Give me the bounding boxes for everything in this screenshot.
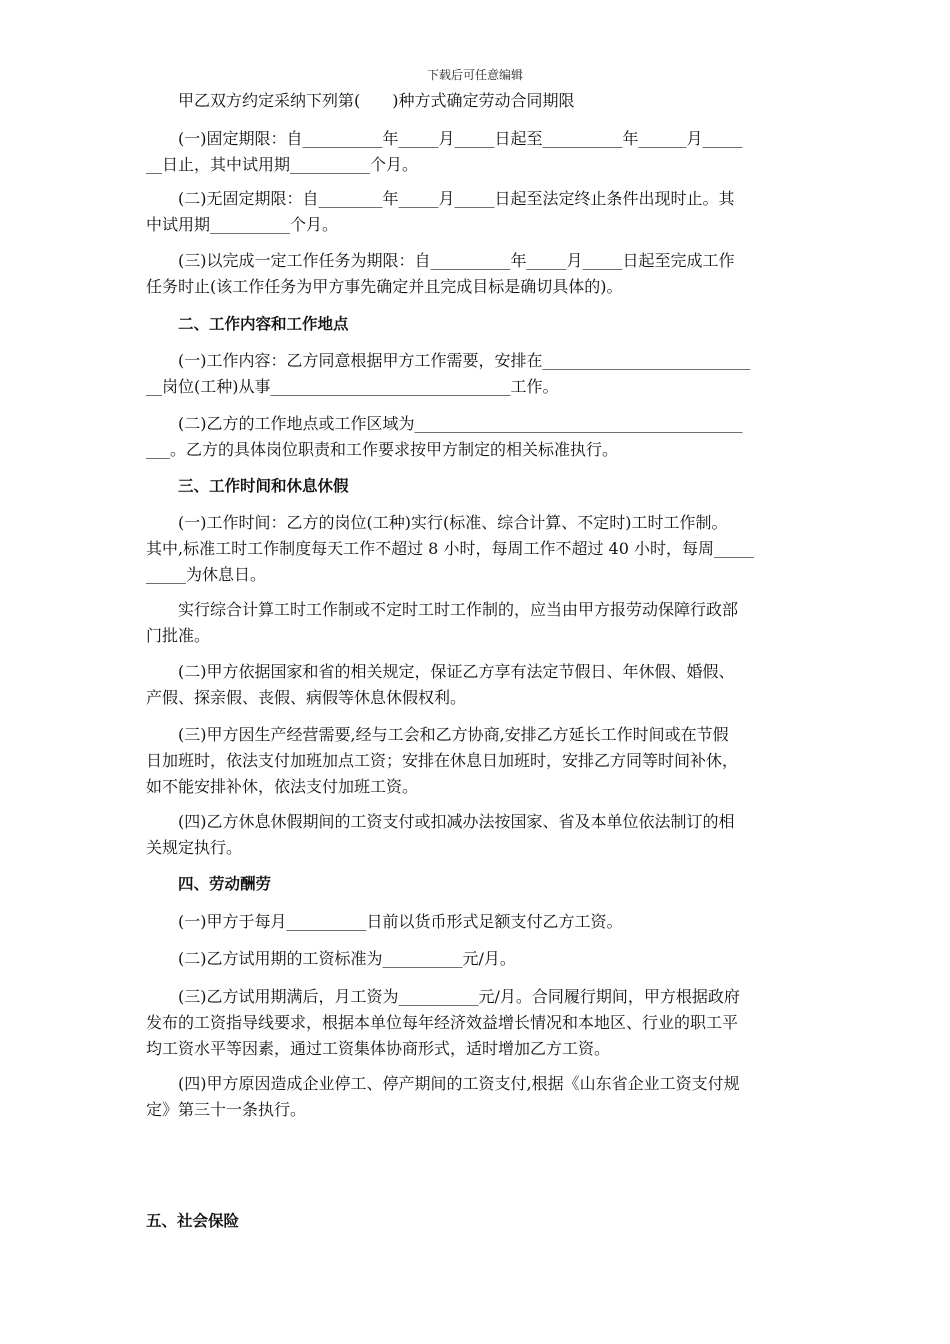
section-heading-4: 四、劳动酬劳 xyxy=(178,875,272,893)
term-open-ended: (二)无固定期限：自________年_____月_____日起至法定终止条件出现时止。其 中试用期__________个月。 xyxy=(146,189,735,234)
statutory-leave: (二)甲方依据国家和省的相关规定，保证乙方享有法定节假日、年休假、婚假、 产假、探亲假、丧假、病假等休息休假权利。 xyxy=(146,662,735,707)
overtime: (三)甲方因生产经营需要,经与工会和乙方协商,安排乙方延长工作时间或在节假 日加班时，依法支付加班加点工资；安排在休息日加班时，安排乙方同等时间补休， 如不能安排补休，依法支付加班工资。 xyxy=(146,725,739,796)
work-content: (一)工作内容：乙方同意根据甲方工作需要，安排在__________________________ __岗位(工种)从事______________________________工作。 xyxy=(146,351,751,396)
comprehensive-hours: 实行综合计算工时工作制或不定时工时工作制的，应当由甲方报劳动保障行政部 门批准。 xyxy=(146,600,739,645)
monthly-wage: (三)乙方试用期满后，月工资为__________元/月。合同履行期间，甲方根据政府 发布的工资指导线要求，根据本单位每年经济效益增长情况和本地区、行业的职工平 均工资水平等因素，通过工资集体协商形式，适时增加乙方工资。 xyxy=(146,987,740,1058)
section-heading-5: 五、社会保险 xyxy=(146,1212,240,1230)
page-header: 下载后可任意编辑 xyxy=(426,68,523,82)
term-intro: 甲乙双方约定采纳下列第( )种方式确定劳动合同期限 xyxy=(178,91,575,110)
shutdown-pay: (四)甲方原因造成企业停工、停产期间的工资支付,根据《山东省企业工资支付规 定》第三十一条执行。 xyxy=(146,1074,740,1119)
probation-wage: (二)乙方试用期的工资标准为__________元/月。 xyxy=(178,949,516,968)
work-location: (二)乙方的工作地点或工作区域为_________________________________________ ___。乙方的具体岗位职责和工作要求按甲方制定的相关标准执行。 xyxy=(146,414,743,459)
section-heading-3: 三、工作时间和休息休假 xyxy=(178,477,349,495)
pay-date: (一)甲方于每月__________日前以货币形式足额支付乙方工资。 xyxy=(178,912,623,931)
working-hours: (一)工作时间：乙方的岗位(工种)实行(标准、综合计算、不定时)工时工作制。 其中,标准工时工作制度每天工作不超过 8 小时，每周工作不超过 40 小时，每周_____ _____为休息日。 xyxy=(146,513,754,584)
section-heading-2: 二、工作内容和工作地点 xyxy=(178,315,349,333)
leave-pay: (四)乙方休息休假期间的工资支付或扣减办法按国家、省及本单位依法制订的相 关规定执行。 xyxy=(146,812,735,857)
term-task-based: (三)以完成一定工作任务为期限：自__________年_____月_____日起至完成工作 任务时止(该工作任务为甲方事先确定并且完成目标是确切具体的)。 xyxy=(146,251,735,296)
term-fixed: (一)固定期限：自__________年_____月_____日起至__________年______月_____ __日止，其中试用期__________个月。 xyxy=(146,129,743,174)
